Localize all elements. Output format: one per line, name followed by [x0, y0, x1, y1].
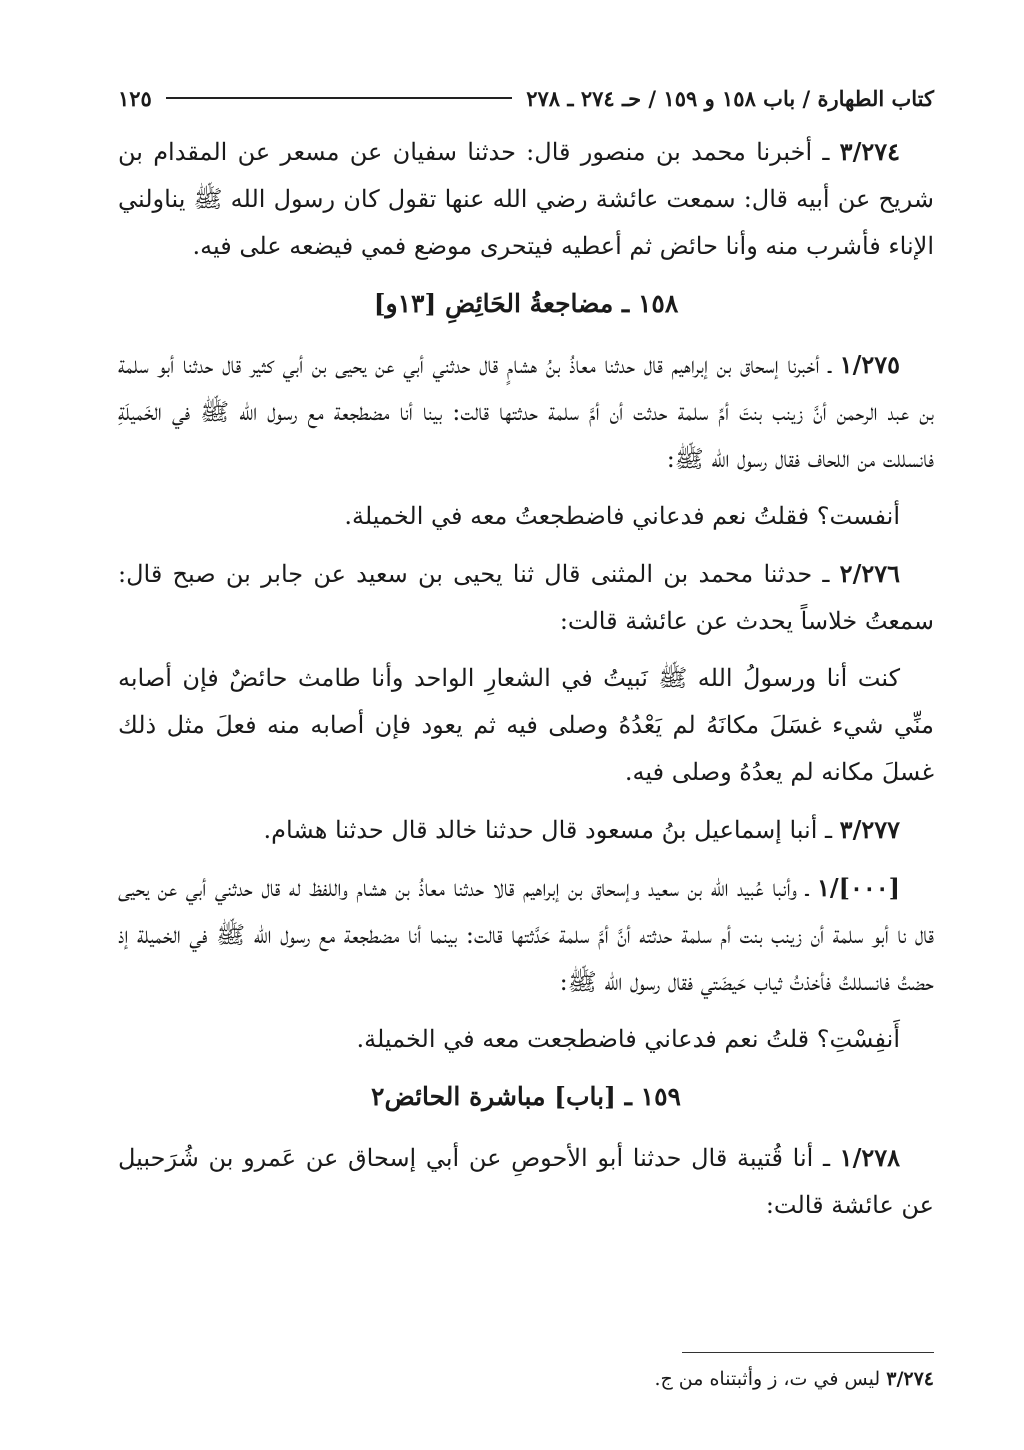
hadith-number: ٣/٢٧٧	[839, 815, 900, 844]
hadith-text: ـ أخبرنا محمد بن منصور قال: حدثنا سفيان عن مسعر عن المقدام بن شريح عن أبيه قال: سمعت عائشة رضي الله عنها تقول كان رسول الله ﷺ يناولني الإناء فأشرب منه وأنا حائض ثم أعطيه فيتحرى موضع فمي فيضعه على فيه.	[118, 138, 934, 260]
hadith-277	[118, 806, 934, 854]
footnote-divider	[682, 1352, 934, 1353]
hadith-number: [٠٠٠]/١	[816, 873, 900, 902]
hadith-number: ١/٢٧٥	[839, 350, 900, 379]
footnote-number: ٣/٢٧٤	[886, 1368, 934, 1390]
running-header	[118, 76, 934, 120]
hadith-000-quote: أَنفِسْتِ؟ قلتُ نعم فدعاني فاضطجعت معه في الخميلة.	[356, 1025, 900, 1053]
hadith-000	[118, 864, 934, 1006]
hadith-276	[118, 550, 934, 645]
hadith-text: ـ وأنبا عُبيد الله بن سعيد وإسحاق بن إبراهيم قالا حدثنا معاذُ بن هشام واللفظ له قال حدثني أبي عن يحيى قال نا أبو سلمة أن زينب بنت أم سلمة حدثته أنَّ أمَّ سلمة حَدَّثتها قالت: بينما أنا مضطجعة مع رسول الله ﷺ في الخميلة إذ حضتُ فانسللتُ فأخذتُ ثياب حَيضَتي فقال رسول الله ﷺ:	[118, 874, 934, 996]
hadith-text: ـ أنبا إسماعيل بنُ مسعود قال حدثنا خالد قال حدثنا هشام.	[263, 816, 840, 844]
hadith-275-quote: أنفست؟ فقلتُ نعم فدعاني فاضطجعتُ معه في الخميلة.	[344, 502, 900, 530]
header-title: كتاب الطهارة / باب ١٥٨ و ١٥٩ / حـ ٢٧٤ ـ ٢٧٨	[526, 85, 934, 111]
header-rule	[166, 97, 512, 99]
chapter-heading-158: ١٥٨ ـ مضاجعةُ الحَائِضِ [١٣و]	[373, 289, 679, 318]
hadith-text: ـ أنا قُتيبة قال حدثنا أبو الأحوصِ عن أبي إسحاق عن عَمرو بن شُرَحبيل عن عائشة قالت:	[118, 1144, 934, 1219]
hadith-number: ٣/٢٧٤	[839, 137, 900, 166]
footnote	[118, 1362, 934, 1396]
hadith-text: ـ حدثنا محمد بن المثنى قال ثنا يحيى بن سعيد عن جابر بن صبح قال: سمعتُ خلاساً يحدث عن عائشة قالت:	[118, 560, 934, 635]
hadith-274	[118, 128, 934, 270]
hadith-278	[118, 1134, 934, 1229]
hadith-275	[118, 341, 934, 483]
hadith-text: ـ أخبرنا إسحاق بن إبراهيم قال حدثنا معاذُ بنُ هشامٍ قال حدثني أبي عن يحيى بن أبي كثير قال حدثنا أبو سلمة بن عبد الرحمن أنَّ زينب بنتَ أمِّ سلمة حدثت أن أمَّ سلمة حدثتها قالت: بينا أنا مضطجعة مع رسول الله ﷺ في الخَميلَةِ فانسللت من اللحاف فقال رسول الله ﷺ:	[118, 351, 935, 473]
page-number: ١٢٥	[118, 85, 152, 111]
main-text	[118, 128, 934, 1239]
hadith-number: ١/٢٧٨	[839, 1143, 900, 1172]
footnote-text: ليس في ت، ز وأثبتناه من ج.	[654, 1368, 887, 1390]
hadith-number: ٢/٢٧٦	[839, 559, 900, 588]
chapter-heading-159: ١٥٩ ـ [باب] مباشرة الحائض٢	[371, 1082, 681, 1111]
hadith-276-quote: كنت أنا ورسولُ الله ﷺ نَبيتُ في الشعارِ الواحد وأنا طامث حائضٌ فإن أصابه منِّي شيء غسَلَ مكانَهُ لم يَعْدُهُ وصلى فيه ثم يعود فإن أصابه منه فعلَ مثل ذلك غسلَ مكانه لم يعدُهُ وصلى فيه.	[118, 664, 934, 786]
